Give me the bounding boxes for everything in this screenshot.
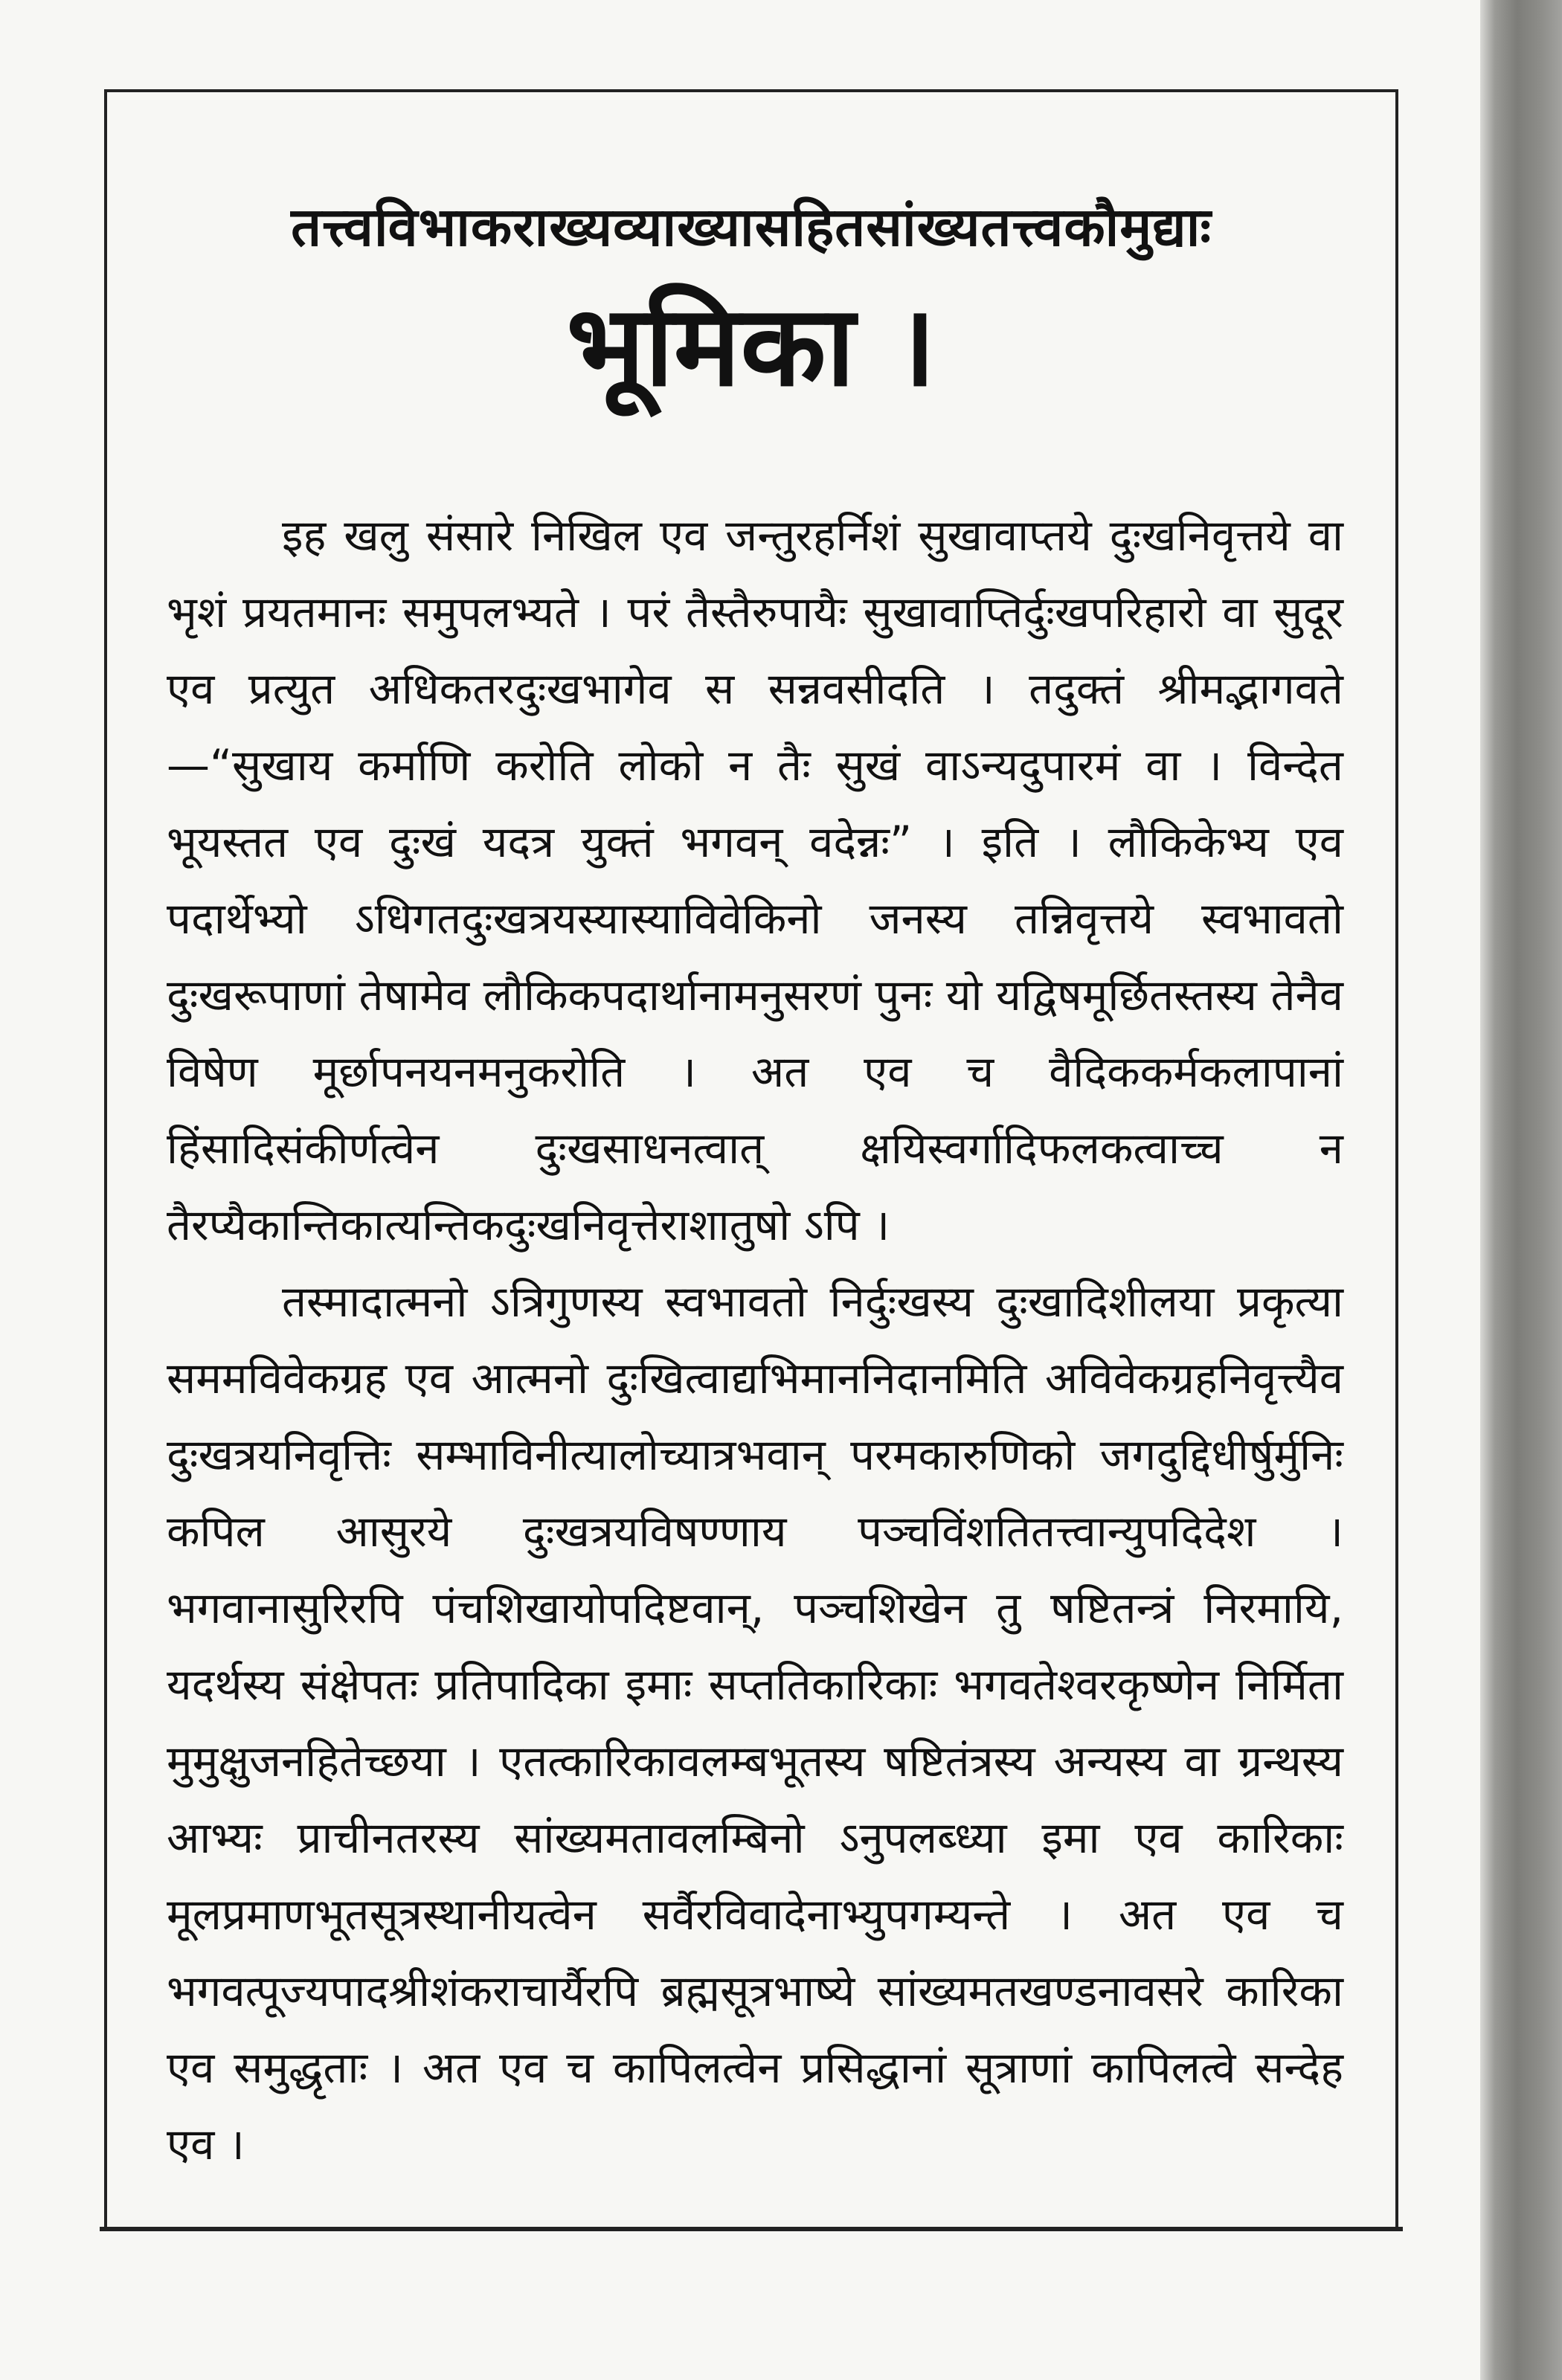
page-frame (104, 89, 1398, 2231)
body-text (167, 498, 1343, 2183)
paragraph: इह खलु संसारे निखिल एव जन्तुरहर्निशं सुखावाप्तये दुःखनिवृत्तये वा भृशं प्रयतमानः समुपलभ्यते । परं तैस्तैरुपायैः सुखावाप्तिर्दुःखपरिहारो वा सुदूर एव प्रत्युत अधिकतरदुःखभागेव स सन्नवसीदति । तदुक्तं श्रीमद्भागवते—“सुखाय कर्माणि करोति लोको न तैः सुखं वाऽन्यदुपारमं वा । विन्देत भूयस्तत एव दुःखं यदत्र युक्तं भगवन् वदेन्नः” । इति । लौकिकेभ्य एव पदार्थेभ्यो ऽधिगतदुःखत्रयस्यास्याविवेकिनो जनस्य तन्निवृत्तये स्वभावतो दुःखरूपाणां तेषामेव लौकिकपदार्थानामनुसरणं पुनः यो यद्विषमूर्छितस्तस्य तेनैव विषेण मूर्छापनयनमनुकरोति । अत एव च वैदिककर्मकलापानां हिंसादिसंकीर्णत्वेन दुःखसाधनत्वात् क्षयिस्वर्गादिफलकत्वाच्च न तैरप्यैकान्तिकात्यन्तिकदुःखनिवृत्तेराशातुषो ऽपि । (167, 510, 1343, 1250)
section-heading: भूमिका । (566, 282, 936, 411)
paragraph: तस्मादात्मनो ऽत्रिगुणस्य स्वभावतो निर्दुःखस्य दुःखादिशीलया प्रकृत्या सममविवेकग्रह एव आत्मनो दुःखित्वाद्यभिमाननिदानमिति अविवेकग्रहनिवृत्त्यैव दुःखत्रयनिवृत्तिः सम्भाविनीत्यालोच्यात्रभवान् परमकारुणिको जगदुद्दिधीर्षुर्मुनिः कपिल आसुरये दुःखत्रयविषण्णाय पञ्चविंशतितत्त्वान्युपदिदेश । भगवानासुरिरपि पंचशिखायोपदिष्टवान्, पञ्चशिखेन तु षष्टितन्त्रं निरमायि, यदर्थस्य संक्षेपतः प्रतिपादिका इमाः सप्ततिकारिकाः भगवतेश्वरकृष्णेन निर्मिता मुमुक्षुजनहितेच्छया । एतत्कारिकावलम्बभूतस्य षष्टितंत्रस्य अन्यस्य वा ग्रन्थस्य आभ्यः प्राचीनतरस्य सांख्यमतावलम्बिनो ऽनुपलब्ध्या इमा एव कारिकाः मूलप्रमाणभूतसूत्रस्थानीयत्वेन सर्वैरविवादेनाभ्युपगम्यन्ते । अत एव च भगवत्पूज्यपादश्रीशंकराचार्यैरपि ब्रह्मसूत्रभाष्ये सांख्यमतखण्डनावसरे कारिका एव समुद्धृताः । अत एव च कापिलत्वेन प्रसिद्धानां सूत्राणां कापिलत्वे सन्देह एव । (167, 1276, 1343, 2170)
scan-edge-shadow (1480, 0, 1562, 2380)
book-title: तत्त्वविभाकराख्यव्याख्यासहितसांख्यतत्त्वकौमुद्याः (291, 196, 1212, 258)
